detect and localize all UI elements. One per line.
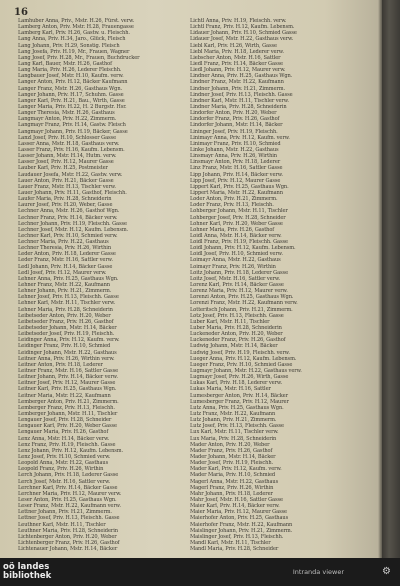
- directory-entry: Lamberg Anton, Priv. Mstr. H.28, Frauengasse: [18, 24, 134, 31]
- directory-entry: Liedl Johann, Priv. H.12, Maurer verw.: [190, 67, 286, 74]
- directory-entry: Lux Karl, Mstr. H.11, Tischler verw.: [190, 429, 279, 436]
- directory-entry: Lauer Johann, Priv. H.11, Gasthof, Fleischh.: [18, 189, 127, 196]
- directory-entry: Lauer Franz, Mstr. H.13, Tischler verw.: [18, 183, 116, 190]
- directory-entry: Leitner Maria, Mstr. H.22, Kaufmann: [18, 392, 111, 399]
- directory-entry: Lohberger Josef, Priv. H.28, Schneider: [190, 214, 286, 221]
- directory-entry: Lindner Franz, Mstr. H.22, Kaufmann: [190, 79, 284, 86]
- directory-entry: Linke Johann, Mstr. H.22, Gasthaus: [190, 146, 279, 153]
- directory-entry: Mader Anton, Priv. H.20, Weber: [190, 441, 270, 448]
- directory-entry: Mahr Josef, Mstr. H.16, Sattler Gasse: [190, 496, 283, 503]
- directory-entry: Lipp Josef, Priv. H.12, Maurer Gasse: [190, 177, 281, 184]
- directory-entry: Luckeneder Franz, Priv. H.26, Gasthof: [190, 337, 286, 344]
- directory-entry: Lechner Josef, Mstr. H.12, Kaufm. Lebensm.: [18, 226, 129, 233]
- directory-entry: Leser Anton, Priv. H.25, Gasthaus Wgn.: [18, 496, 117, 503]
- directory-entry: Ledl Josef, Priv. H.12, Maurer verw.: [18, 269, 107, 276]
- directory-entry: Loidl Franz, Priv. H.19, Fleischh. Gasse: [190, 239, 288, 246]
- directory-entry: Leder Anton, Priv. H.18, Lederer Gasse: [18, 251, 116, 258]
- directory-entry: Maislinger Johann, Priv. H.21, Zimmerm.: [190, 527, 293, 534]
- directory-entry: Loitz Josef, Mstr. H.16, Sattler verw.: [190, 275, 281, 282]
- viewer-label[interactable]: Intranda viewer: [292, 568, 344, 576]
- directory-entry: Lohberger Johann, Mstr. H.11, Tischler: [190, 208, 288, 215]
- directory-entry: Lechner Theresia, Priv. H.26, Wirthin: [18, 245, 111, 252]
- directory-entry: Lengauer Josef, Priv. H.28, Schneider: [18, 417, 112, 424]
- directory-entry: Leibetseder Anton, Priv. H.20, Weber: [18, 312, 111, 319]
- directory-entry: Leopold Anna, Mstr. H.22, Gasthaus: [18, 460, 109, 467]
- directory-entry: Ledl Johann, Priv. H.14, Bäcker Gasse: [18, 263, 113, 270]
- directory-entry: Mader Karl, Priv. H.12, Kaufm. verw.: [190, 466, 282, 473]
- directory-entry: Loimayr Anna, Mstr. H.22, Gasthaus: [190, 257, 281, 264]
- directory-entry: Maislinger Josef, Priv. H.13, Fleischh.: [190, 533, 284, 540]
- directory-entry: Lang Anna, Priv. H.34, Jaro., Glück, Fleisch: [18, 36, 126, 43]
- directory-entry: Lemberger Anton, Priv. H.21, Zimmerm.: [18, 398, 119, 405]
- directory-entry: Lehner Franz, Mstr. H.22, Kaufmann: [18, 282, 110, 289]
- directory-entry: Leuthner Maria, Priv. H.28, Schneiderin: [18, 527, 118, 534]
- directory-entry: Lindner Johann, Priv. H.21, Zimmerm.: [190, 85, 285, 92]
- directory-entry: Laudauer Josefa, Mstr. H.22, Gastw. verw.: [18, 171, 123, 178]
- directory-entry: Lerch Josef, Mstr. H.16, Sattler verw.: [18, 478, 111, 485]
- directory-entry: Lichtenberger Anton, Priv. H.20, Weber: [18, 533, 117, 540]
- directory-entry: Lux Maria, Priv. H.28, Schneiderin: [190, 435, 277, 442]
- directory-entry: Lenz Josef, Priv. H.10, Schmied verw.: [18, 453, 111, 460]
- directory-entry: Lettner Johann, Priv. H.21, Zimmerm.: [18, 509, 112, 516]
- directory-entry: Linimayr Anna, Priv. H.12, Kaufm. verw.: [190, 134, 290, 141]
- directory-entry: Leibetseder Johann, Mstr. H.14, Bäcker: [18, 325, 117, 332]
- left-column: [18, 18, 184, 552]
- directory-entry: Lemberger Franz, Priv. H.13, Fleischh.: [18, 404, 115, 411]
- directory-entry: Langer Karl, Priv. H.21, Bau., Wirth, Gasse: [18, 97, 125, 104]
- directory-entry: Leidinger Johann, Mstr. H.22, Gasthaus: [18, 349, 117, 356]
- directory-entry: Leitner Franz, Mstr. H.16, Sattler Gasse: [18, 368, 118, 375]
- directory-entry: Lehner Karl, Mstr. H.11, Tischler verw.: [18, 300, 116, 307]
- directory-entry: Mader Johann, Mstr. H.14, Bäcker: [190, 453, 276, 460]
- directory-entry: Leitner Anton, Priv. H.18, Lederer: [18, 361, 103, 368]
- directory-entry: Langmayr Franz, Priv. H.14, Gastw. Fleisch: [18, 122, 126, 129]
- directory-entry: Maier Karl, Priv. H.14, Bäcker verw.: [190, 503, 280, 510]
- directory-entry: Lenz Franz, Priv. H.19, Fleischh. Gasse: [18, 441, 116, 448]
- directory-entry: Laufer Maria, Priv. H.28, Schneiderin: [18, 196, 112, 203]
- directory-entry: Magerl Anna, Mstr. H.22, Gasthaus: [190, 478, 279, 485]
- directory-entry: Lipp Johann, Priv. H.14, Bäcker verw.: [190, 171, 283, 178]
- directory-entry: Mahr Johann, Priv. H.18, Lederer: [190, 490, 273, 497]
- directory-entry: Liebscher Anton, Mstr. H.16, Sattler: [190, 54, 281, 61]
- directory-entry: Lindner Maria, Priv. H.28, Schneiderin: [190, 103, 287, 110]
- directory-entry: Lang Josef, Priv. H.28, Mr., Frauen, Buchdrucker: [18, 54, 140, 61]
- adjacent-page-edge: [382, 0, 400, 558]
- directory-entry: Lugmayr Josef, Priv. H.26, Wirth, Gasse: [190, 374, 289, 381]
- directory-entry: Lohner Karl, Priv. H.20, Weber Gasse: [190, 220, 283, 227]
- logo-line-2: bibliothek: [3, 571, 52, 581]
- directory-entry: Langer Anton, Priv. H.12, Bäcker Kaufmann: [18, 79, 128, 86]
- directory-entry: Lumesberger Anton, Priv. H.14, Bäcker: [190, 392, 288, 399]
- directory-entry: Lichtl Franz, Priv. H.12, Kaufm. Lebensm.: [190, 24, 295, 31]
- directory-entry: Langbauer Josef, Mstr. H.10, Kaufm. verw.: [18, 73, 124, 80]
- directory-entry: Lippert Karl, Priv. H.25, Gasthaus Wgn.: [190, 183, 289, 190]
- directory-entry: Leser Franz, Mstr. H.22, Kaufmann verw.: [18, 503, 121, 510]
- directory-entry: Lippert Maria, Mstr. H.22, Kaufmann: [190, 189, 283, 196]
- directory-entry: Lechner Anna, Mstr. H.26, Gasthof Wgn.: [18, 208, 120, 215]
- directory-entry: Mader Franz, Priv. H.26, Gasthof: [190, 447, 273, 454]
- directory-entry: Lorenzi Anton, Priv. H.25, Gasthaus Wgn.: [190, 294, 294, 301]
- directory-entry: Lasser Franz, Priv. H.16, Kaufm. Lebensm.: [18, 146, 125, 153]
- directory-entry: Lang Johann, Priv. H.29, Sonstig. Fleisch: [18, 42, 120, 49]
- directory-entry: Lasser Josef, Priv. H.12, Maurer Gasse: [18, 159, 114, 166]
- directory-entry: Lerch Johann, Priv. H.18, Lederer Gasse: [18, 472, 119, 479]
- directory-entry: Lenz Anna, Mstr. H.14, Bäcker verw.: [18, 435, 110, 442]
- directory-entry: Luckeneder Anton, Priv. H.20, Weber: [190, 331, 283, 338]
- directory-entry: Maierhofer Anton, Priv. H.25, Gasthaus: [190, 515, 289, 522]
- directory-entry: Liedl Franz, Priv. H.14, Bäcker Gasse: [190, 60, 283, 67]
- directory-entry: Lehner Anna, Priv. H.25, Gasthaus Wgn.: [18, 275, 119, 282]
- logo-text: [3, 563, 51, 581]
- directory-entry: Lotteritsch Johann, Priv. H.21, Zimmerm.: [190, 306, 293, 313]
- directory-entry: Lang Karl, Bauer, Mstr. H.26, Gasthof: [18, 60, 112, 67]
- directory-entry: Luber Maria, Priv. H.28, Schneiderin: [190, 325, 282, 332]
- directory-entry: Lanzl Josef, Priv. H.10, Schlosser Gasse: [18, 134, 116, 141]
- directory-entry: Linz Franz, Mstr. H.16, Sattler Gasse: [190, 165, 283, 172]
- directory-entry: Lutz Johann, Priv. H.21, Zimmerm.: [190, 417, 277, 424]
- directory-entry: Lengauer Karl, Priv. H.20, Weber Gasse: [18, 423, 117, 430]
- directory-entry: Lehner Johann, Priv. H.21, Zimmerm.: [18, 288, 112, 295]
- directory-entry: Magerl Franz, Priv. H.26, Wirthin: [190, 484, 274, 491]
- directory-entry: Lutz Franz, Mstr. H.22, Kaufmann: [190, 411, 276, 417]
- directory-entry: Lauer Anton, Priv. H.21, Bäcker Gasse: [18, 177, 114, 184]
- page-number: 16: [14, 7, 28, 18]
- directory-entry: Lindorfer Franz, Priv. H.26, Gasthof: [190, 116, 280, 123]
- directory-entry: Leibetseder Josef, Priv. H.19, Fleischh.: [18, 331, 115, 338]
- directory-entry: Lutz Josef, Priv. H.13, Fleischh. Gasse: [190, 423, 284, 430]
- directory-entry: Lenz Johann, Priv. H.12, Kaufm. Lebensm.: [18, 447, 124, 454]
- directory-entry: Loimayr Franz, Priv. H.26, Wirthin: [190, 263, 276, 270]
- directory-entry: Ludwig Johann, Mstr. H.14, Bäcker: [190, 343, 278, 350]
- directory-entry: Lauber Karl, Priv. H.25, Postmeister: [18, 165, 108, 172]
- logo-line-1: oö landes: [3, 562, 50, 572]
- directory-entry: Lindner Anna, Priv. H.25, Gasthaus Wgn.: [190, 73, 293, 80]
- directory-entry: Leitner Josef, Priv. H.12, Maurer Gasse: [18, 380, 116, 387]
- directory-entry: Lerchner Maria, Priv. H.12, Maurer verw.: [18, 490, 122, 497]
- directory-entry: Lindorfer Johann, Mstr. H.14, Bäcker: [190, 122, 283, 129]
- directory-entry: Mandl Maria, Priv. H.28, Schneider: [190, 546, 279, 553]
- directory-entry: Lehner Maria, Priv. H.28, Schneiderin: [18, 306, 113, 313]
- directory-entry: Loidl Josef, Priv. H.10, Schmied verw.: [190, 251, 283, 258]
- directory-entry: Langmayr Johann, Priv. H.19, Bäcker, Gasse: [18, 128, 128, 135]
- directory-entry: Liebl Maria, Priv. H.18, Lederer verw.: [190, 48, 284, 55]
- directory-entry: Lettner Josef, Priv. H.13, Fleischh. Gasse: [18, 515, 120, 522]
- directory-entry: Linsmayr Anna, Priv. H.26, Wirthin: [190, 153, 277, 160]
- gear-icon[interactable]: ⚙: [382, 566, 391, 577]
- directory-entry: Lorenzi Franz, Mstr. H.22, Kaufmann verw.: [190, 300, 298, 307]
- directory-entry: Lichtenberger Franz, Priv. H.26, Gasthof: [18, 539, 120, 546]
- directory-entry: Lechner Karl, Priv. H.10, Schmied verw.: [18, 232, 118, 239]
- directory-entry: Lininger Josef, Priv. H.19, Fleischh.: [190, 128, 278, 135]
- directory-entry: Lumesberger Franz, Priv. H.12, Maurer: [190, 398, 289, 405]
- directory-entry: Ludwig Josef, Priv. H.19, Fleischh. verw.: [190, 349, 290, 356]
- directory-entry: Lindorfer Anton, Priv. H.20, Weber: [190, 110, 277, 117]
- directory-entry: Lechner Franz, Priv. H.14, Bäcker verw.: [18, 214, 118, 221]
- directory-entry: Lidauer Johann, Priv. H.10, Schmied Gasse: [190, 30, 297, 37]
- directory-entry: Loder Franz, Priv. H.13, Fleischh.: [190, 202, 274, 209]
- directory-entry: Lidauer Josef, Mstr. H.22, Gasthaus verw.: [190, 36, 294, 43]
- directory-entry: Linimayr Franz, Priv. H.10, Schmied: [190, 140, 281, 147]
- directory-entry: Lamberg Karl, Priv. H.26, Gastw. u. Fleischh.: [18, 30, 130, 37]
- directory-entry: Luber Karl, Mstr. H.11, Tischler: [190, 318, 270, 325]
- directory-entry: Loidl Anna, Mstr. H.14, Bäcker verw.: [190, 232, 282, 239]
- directory-entry: Leidinger Anna, Priv. H.12, Kaufm. verw.: [18, 337, 120, 344]
- directory-entry: Lorenz Maria, Priv. H.12, Maurer verw.: [190, 288, 288, 295]
- directory-entry: Lichtl Anna, Priv. H.19, Fleischh. verw.: [190, 18, 287, 24]
- directory-entry: Lindner Josef, Priv. H.13, Fleischh. Gasse: [190, 91, 293, 98]
- directory-entry: Leidinger Franz, Priv. H.10, Schmied: [18, 343, 111, 350]
- directory-entry: Loidl Johann, Priv. H.12, Kaufm. Lebensm.: [190, 245, 296, 252]
- directory-entry: Lechner Johann, Priv. H.19, Fleischh. Gasse: [18, 220, 127, 227]
- directory-entry: Loitz Johann, Priv. H.18, Lederer Gasse: [190, 269, 288, 276]
- directory-entry: Leitner Karl, Priv. H.25, Gasthaus Wgn.: [18, 386, 117, 393]
- directory-entry: Liebl Karl, Priv. H.26, Wirth, Gasse: [190, 42, 277, 49]
- directory-entry: Lasser Anna, Mstr. H.18, Gasthaus verw.: [18, 140, 120, 147]
- directory-entry: Lugmayr Johann, Mstr. H.22, Gasthaus verw.: [190, 368, 302, 375]
- directory-entry: Lukas Maria, Mstr. H.16, Sattler: [190, 386, 271, 393]
- directory-entry: Maier Maria, Priv. H.12, Maurer Gasse: [190, 509, 287, 516]
- directory-entry: Lang Josefa, Priv. H.19, Mr., Frauen, Wagner: [18, 48, 130, 55]
- directory-entry: Lotz Josef, Priv. H.13, Fleischh. Gasse: [190, 312, 284, 319]
- directory-entry: Langer Theresia, Mstr. H.26, Gasthaus: [18, 110, 115, 117]
- directory-entry: Lorenz Karl, Priv. H.14, Bäcker Gasse: [190, 282, 284, 289]
- directory-entry: Lueger Franz, Priv. H.10, Schmied Gasse: [190, 361, 293, 368]
- directory-entry: Laurer Josef, Priv. H.20, Weber, Gasse: [18, 202, 113, 209]
- directory-entry: Lindner Karl, Mstr. H.11, Tischler verw.: [190, 97, 289, 104]
- directory-entry: Maierhofer Franz, Mstr. H.22, Kaufmann: [190, 521, 293, 528]
- directory-entry: Leitner Johann, Priv. H.14, Bäcker verw.: [18, 374, 118, 381]
- directory-entry: Lengauer Maria, Priv. H.26, Gasthof: [18, 429, 109, 436]
- directory-entry: Lang Maria, Priv. H.26, Lederer Fleischh.: [18, 67, 122, 74]
- directory-entry: Lichtenauer Johann, Mstr. H.14, Bäcker: [18, 546, 118, 553]
- directory-entry: Langer Johann, Priv. H.17, Schuhm. Gasse: [18, 91, 124, 98]
- directory-entry: Leuthner Karl, Mstr. H.11, Tischler: [18, 521, 106, 528]
- directory-entry: Lueger Anna, Priv. H.12, Kaufm. Lebensm.: [190, 355, 297, 362]
- directory-entry: Mader Josef, Priv. H.19, Fleischh.: [190, 460, 274, 467]
- directory-entry: Lamhuber Anna, Priv., Mstr. H.26, Fürst. verw.: [18, 18, 135, 24]
- directory-entry: Lohner Maria, Priv. H.26, Gasthof: [190, 226, 275, 233]
- directory-entry: Lemberger Johann, Mstr. H.11, Tischler: [18, 411, 118, 417]
- directory-entry: Leopold Franz, Priv. H.26, Wirthin: [18, 466, 104, 473]
- viewer-footer: [0, 558, 400, 586]
- directory-entry: Mader Maria, Priv. H.10, Schmied: [190, 472, 276, 479]
- directory-entry: Mandl Karl, Mstr. H.11, Tischler: [190, 539, 271, 546]
- directory-entry: Lasser Johann, Mstr. H.14, Hutm. verw.: [18, 153, 117, 160]
- directory-entry: Lutz Anna, Priv. H.25, Gasthaus Wgn.: [190, 404, 284, 411]
- directory-entry: Linsmayr Anton, Priv. H.18, Lederer: [190, 159, 281, 166]
- directory-entry: Leitner Anna, Priv. H.26, Wirthin verw.: [18, 355, 115, 362]
- library-logo[interactable]: [3, 563, 51, 581]
- directory-entry: Lerchner Karl, Priv. H.14, Bäcker Gasse: [18, 484, 118, 491]
- right-column: [190, 18, 366, 552]
- directory-entry: Lukas Karl, Priv. H.18, Lederer verw.: [190, 380, 283, 387]
- directory-entry: Langer Franz, Mstr. H.26, Gasthaus Wgn.: [18, 85, 123, 92]
- directory-entry: Lechner Maria, Priv. H.22, Gasthaus: [18, 239, 109, 246]
- directory-entry: Leibetseder Franz, Priv. H.26, Gasthof: [18, 318, 114, 325]
- directory-entry: Langer Maria, Priv. H.22, H. 2 Burgstr. Hsr.: [18, 103, 127, 110]
- directory-entry: Lehner Josef, Priv. H.13, Fleischh. Gasse: [18, 294, 119, 301]
- directory-entry: Leder Franz, Mstr. H.16, Sattler verw.: [18, 257, 113, 264]
- directory-entry: Langmayr Anton, Priv. H.22, Zimmerm.: [18, 116, 117, 123]
- directory-entry: Loder Anton, Priv. H.21, Zimmerm.: [190, 196, 278, 203]
